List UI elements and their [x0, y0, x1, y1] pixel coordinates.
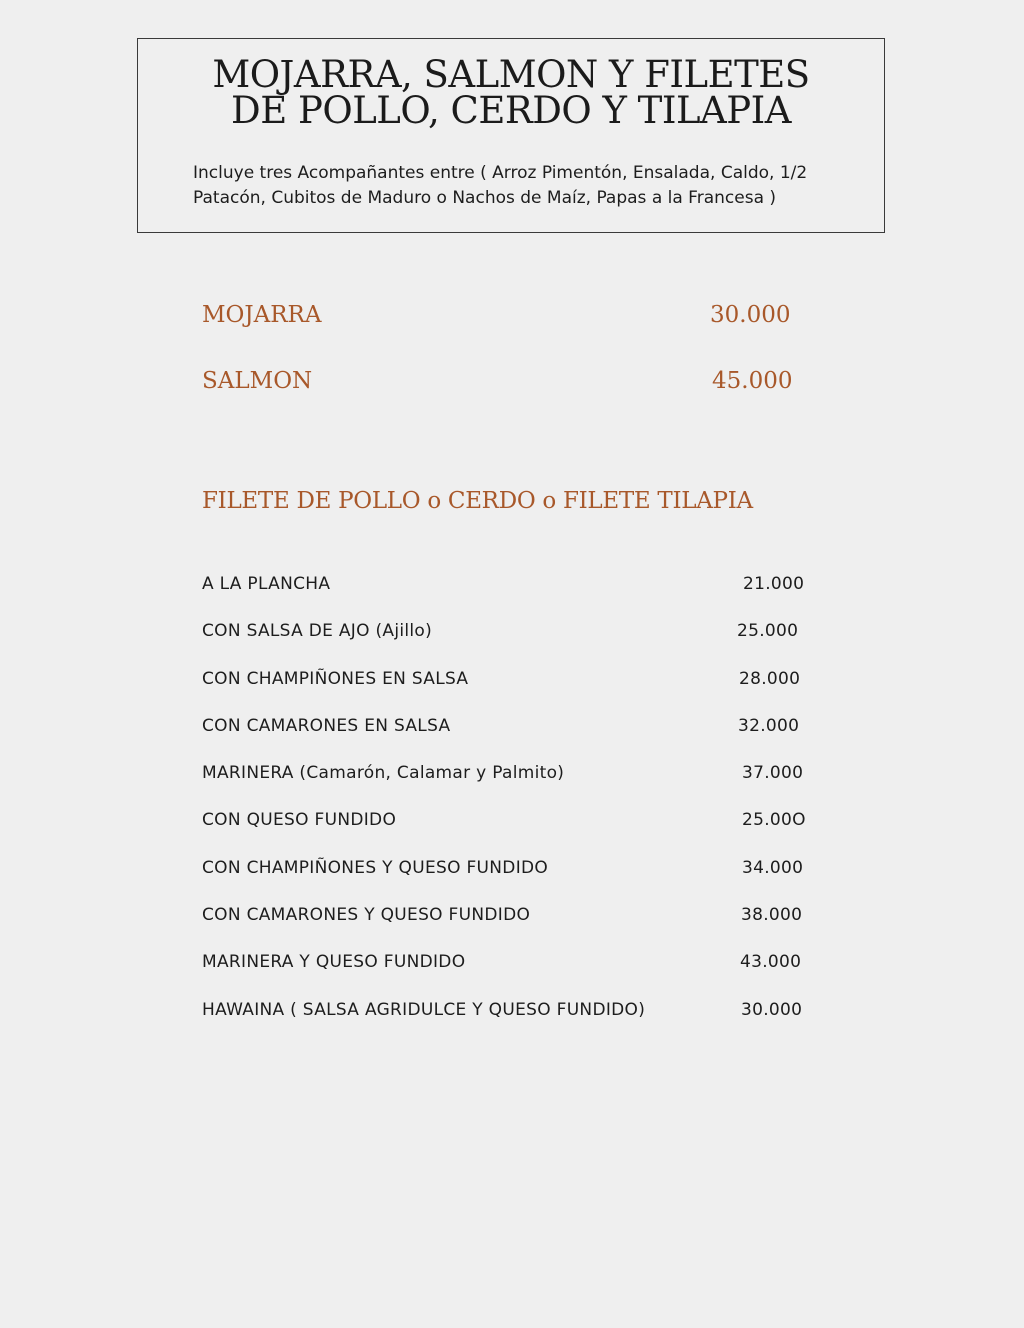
- featured-item-name: MOJARRA: [202, 302, 322, 328]
- featured-item-mojarra: [202, 302, 791, 328]
- item-name: A LA PLANCHA: [202, 574, 331, 594]
- item-name: CON SALSA DE AJO (Ajillo): [202, 621, 433, 642]
- list-item: [202, 716, 842, 763]
- list-item: [202, 952, 842, 999]
- list-item: [202, 810, 842, 857]
- list-item: [202, 621, 842, 668]
- item-price: 28.000: [739, 668, 801, 689]
- menu-list: [202, 574, 842, 1047]
- item-name: CON CAMARONES EN SALSA: [202, 715, 451, 736]
- list-item: [202, 905, 842, 952]
- page-title: [138, 53, 884, 132]
- featured-item-price: 30.000: [710, 302, 791, 328]
- page-title-line-2: DE POLLO, CERDO Y TILAPIA: [231, 89, 791, 132]
- featured-item-salmon: [202, 368, 793, 394]
- list-item: [202, 763, 842, 810]
- item-price: 34.000: [742, 857, 804, 878]
- section-title: FILETE DE POLLO o CERDO o FILETE TILAPIA: [202, 488, 753, 514]
- item-name: HAWAINA ( SALSA AGRIDULCE Y QUESO FUNDIDO): [202, 999, 646, 1020]
- item-name: CON CHAMPIÑONES EN SALSA: [202, 668, 469, 689]
- sides-description: Incluye tres Acompañantes entre ( Arroz Pimentón, Ensalada, Caldo, 1/2 Patacón, Cubitos de Maduro o Nachos de Maíz, Papas a la Francesa ): [193, 163, 808, 208]
- item-name: MARINERA Y QUESO FUNDIDO: [202, 952, 466, 973]
- item-price: 30.000: [741, 999, 803, 1020]
- list-item: [202, 858, 842, 905]
- list-item: [202, 669, 842, 716]
- item-price: 25.00O: [742, 810, 806, 831]
- featured-item-name: SALMON: [202, 368, 313, 394]
- item-price: 43.000: [740, 952, 802, 973]
- list-item: [202, 574, 842, 621]
- item-name: MARINERA (Camarón, Calamar y Palmito): [202, 763, 565, 784]
- item-price: 37.000: [742, 763, 804, 784]
- item-name: CON CHAMPIÑONES Y QUESO FUNDIDO: [202, 857, 549, 878]
- item-price: 21.000: [743, 574, 805, 594]
- item-name: CON CAMARONES Y QUESO FUNDIDO: [202, 905, 531, 926]
- page-title-line-1: MOJARRA, SALMON Y FILETES: [212, 53, 810, 96]
- item-name: CON QUESO FUNDIDO: [202, 810, 397, 831]
- list-item: [202, 1000, 842, 1047]
- item-price: 32.000: [738, 715, 800, 736]
- item-price: 25.000: [737, 621, 799, 642]
- featured-item-price: 45.000: [712, 368, 793, 394]
- header-box: [137, 38, 885, 233]
- item-price: 38.000: [741, 905, 803, 926]
